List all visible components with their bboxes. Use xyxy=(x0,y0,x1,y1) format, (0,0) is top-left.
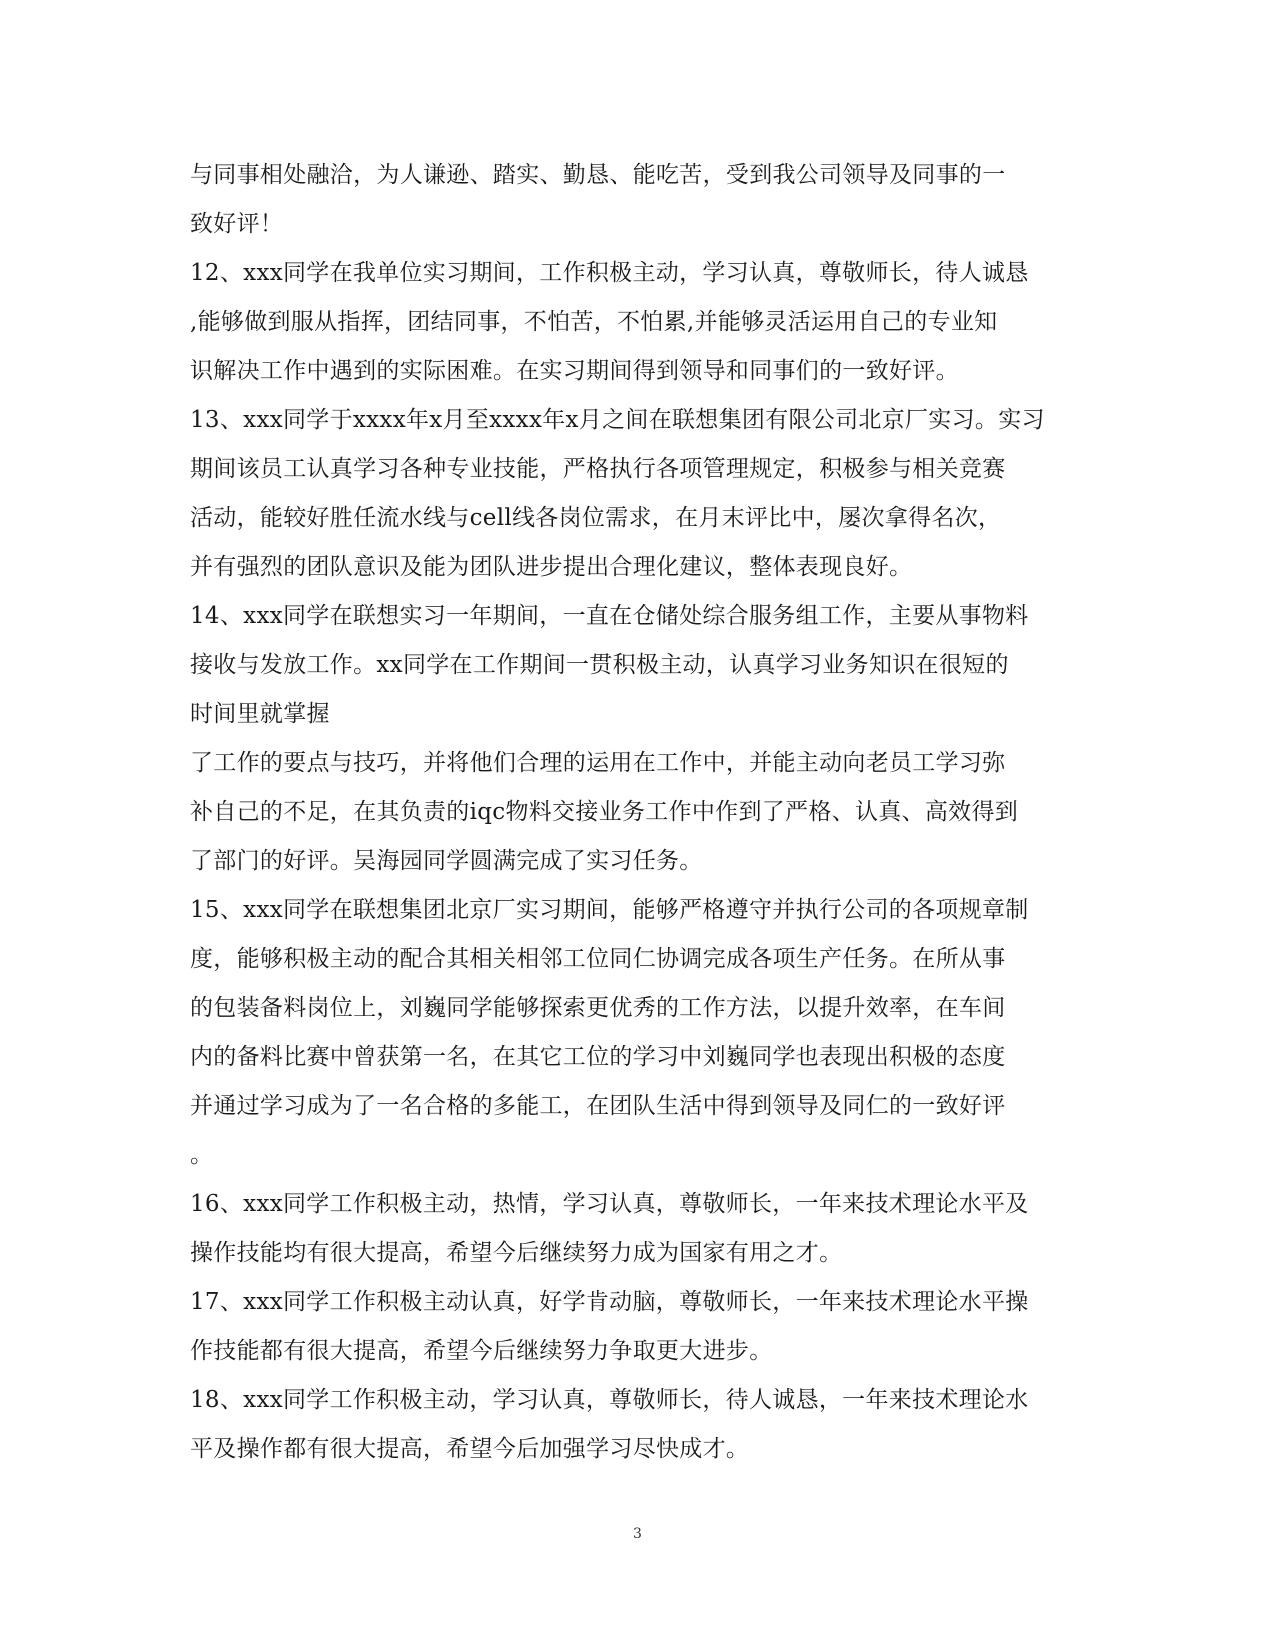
text-line: 补自己的不足，在其负责的iqc物料交接业务工作中作到了严格、认真、高效得到 xyxy=(190,799,1019,825)
text-line: 与同事相处融洽，为人谦逊、踏实、勤恳、能吃苦，受到我公司领导及同事的一 xyxy=(190,162,1006,188)
text-line: 平及操作都有很大提高，希望今后加强学习尽快成才。 xyxy=(190,1436,750,1462)
text-line: 度，能够积极主动的配合其相关相邻工位同仁协调完成各项生产任务。在所从事 xyxy=(190,946,1006,972)
text-line: ,能够做到服从指挥，团结同事，不怕苦，不怕累,并能够灵活运用自己的专业知 xyxy=(190,309,998,335)
text-line: 15、xxx同学在联想集团北京厂实习期间，能够严格遵守并执行公司的各项规章制 xyxy=(190,897,1029,923)
text-line: 致好评！ xyxy=(190,211,284,237)
text-line: 作技能都有很大提高，希望今后继续努力争取更大进步。 xyxy=(190,1338,773,1364)
text-line: 17、xxx同学工作积极主动认真，好学肯动脑，尊敬师长，一年来技术理论水平操 xyxy=(190,1289,1029,1315)
text-line: 16、xxx同学工作积极主动，热情，学习认真，尊敬师长，一年来技术理论水平及 xyxy=(190,1191,1029,1217)
text-line: 操作技能均有很大提高，希望今后继续努力成为国家有用之才。 xyxy=(190,1240,843,1266)
text-line: 并通过学习成为了一名合格的多能工，在团队生活中得到领导及同仁的一致好评 xyxy=(190,1093,1006,1119)
text-line: 了部门的好评。吴海园同学圆满完成了实习任务。 xyxy=(190,848,703,874)
document-body xyxy=(190,151,1086,1474)
text-line: 12、xxx同学在我单位实习期间，工作积极主动，学习认真，尊敬师长，待人诚恳 xyxy=(190,260,1029,286)
text-line: 接收与发放工作。xx同学在工作期间一贯积极主动，认真学习业务知识在很短的 xyxy=(190,652,1009,678)
text-line: 18、xxx同学工作积极主动，学习认真，尊敬师长，待人诚恳，一年来技术理论水 xyxy=(190,1387,1029,1413)
text-line: 并有强烈的团队意识及能为团队进步提出合理化建议，整体表现良好。 xyxy=(190,554,913,580)
text-line: 了工作的要点与技巧，并将他们合理的运用在工作中，并能主动向老员工学习弥 xyxy=(190,750,1006,776)
text-line: 内的备料比赛中曾获第一名，在其它工位的学习中刘巍同学也表现出积极的态度 xyxy=(190,1044,1006,1070)
text-line: 活动，能较好胜任流水线与cell线各岗位需求，在月末评比中，屡次拿得名次， xyxy=(190,505,1002,531)
text-line: 。 xyxy=(190,1142,214,1168)
text-line: 的包装备料岗位上，刘巍同学能够探索更优秀的工作方法，以提升效率，在车间 xyxy=(190,995,1006,1021)
text-line: 时间里就掌握 xyxy=(190,701,330,727)
page-number: 3 xyxy=(633,1526,642,1542)
text-line: 14、xxx同学在联想实习一年期间，一直在仓储处综合服务组工作，主要从事物料 xyxy=(190,603,1029,629)
text-line: 识解决工作中遇到的实际困难。在实习期间得到领导和同事们的一致好评。 xyxy=(190,358,959,384)
text-line: 期间该员工认真学习各种专业技能，严格执行各项管理规定，积极参与相关竞赛 xyxy=(190,456,1006,482)
text-line: 13、xxx同学于xxxx年x月至xxxx年x月之间在联想集团有限公司北京厂实习。实习 xyxy=(190,407,1045,433)
